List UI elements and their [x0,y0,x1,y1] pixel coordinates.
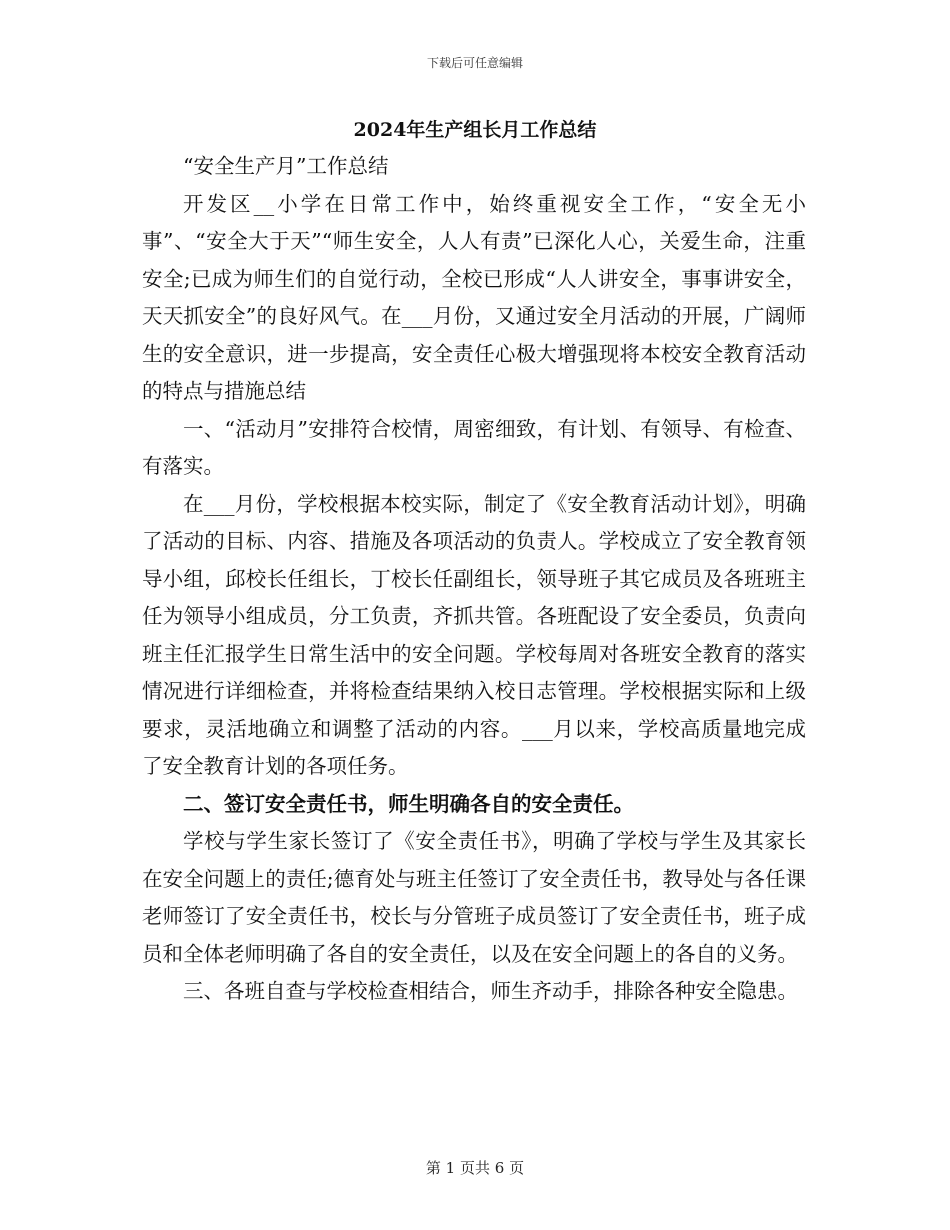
paragraph-intro: 开发区__小学在日常工作中，始终重视安全工作，“安全无小事”、“安全大于天”“师生安全，人人有责”已深化人心，关爱生命，注重安全;已成为师生们的自觉行动，全校已形成“人人讲安全，事事讲安全，天天抓安全”的良好风气。在___月份，又通过安全月活动的开展，广阔师生的安全意识，进一步提高，安全责任心极大增强现将本校安全教育活动的特点与措施总结 [142,191,806,403]
document-body [142,148,806,1011]
page-header-note: 下载后可任意编辑 [426,56,523,70]
paragraph-section-2-body: 学校与学生家长签订了《安全责任书》，明确了学校与学生及其家长在安全问题上的责任;德育处与班主任签订了安全责任书，教导处与各任课老师签订了安全责任书，校长与分管班子成员签订了安全责任书，班子成员和全体老师明确了各自的安全责任，以及在安全问题上的各自的义务。 [142,829,806,966]
paragraph-section-2-heading: 二、签订安全责任书，师生明确各自的安全责任。 [183,791,634,816]
page-number-footer: 第 1 页共 6 页 [425,1159,525,1177]
paragraph-section-1-body: 在___月份，学校根据本校实际，制定了《安全教育活动计划》，明确了活动的目标、内容、措施及各项活动的负责人。学校成立了安全教育领导小组，邱校长任组长，丁校长任副组长，领导班子其它成员及各班班主任为领导小组成员，分工负责，齐抓共管。各班配设了安全委员，负责向班主任汇报学生日常生活中的安全问题。学校每周对各班安全教育的落实情况进行详细检查，并将检查结果纳入校日志管理。学校根据实际和上级要求，灵活地确立和调整了活动的内容。___月以来，学校高质量地完成了安全教育计划的各项任务。 [142,491,806,778]
paragraph-section-3-heading: 三、各班自查与学校检查相结合，师生齐动手，排除各种安全隐患。 [183,979,798,1003]
document-title: 2024年生产组长月工作总结 [353,119,597,141]
paragraph-subtitle: “安全生产月”工作总结 [183,154,389,178]
paragraph-section-1-heading: 一、“活动月”安排符合校情，周密细致，有计划、有领导、有检查、有落实。 [142,416,806,478]
